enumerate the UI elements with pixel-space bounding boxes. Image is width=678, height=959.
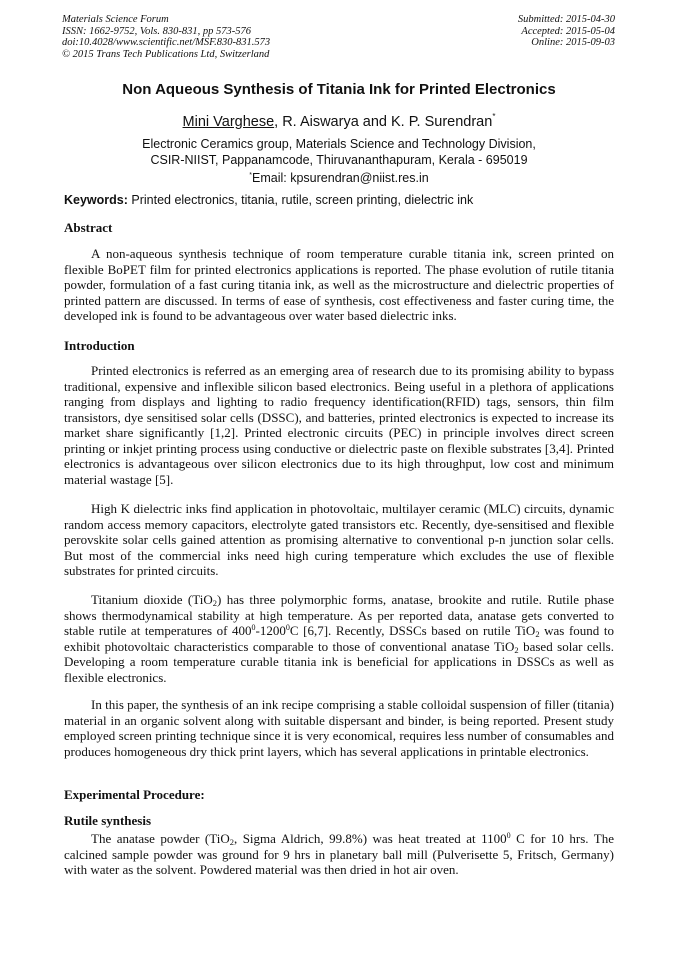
rutile-subscript: 2 (229, 837, 234, 847)
first-author: Mini Varghese (182, 114, 275, 130)
rutile-text-a: The anatase powder (TiO (91, 831, 230, 846)
accepted-date: Accepted: 2015-05-04 (521, 25, 615, 37)
intro-paragraph-3 (64, 592, 614, 685)
rutile-paragraph (64, 831, 614, 878)
p3-subscript: 2 (212, 598, 217, 608)
affiliation-line-2: CSIR-NIIST, Pappanamcode, Thiruvananthapuram, Kerala - 695019 (150, 152, 528, 167)
keywords-text: Printed electronics, titania, rutile, screen printing, dielectric ink (127, 193, 474, 207)
introduction-heading: Introduction (64, 338, 135, 353)
journal-issn: ISSN: 1662-9752, Vols. 830-831, pp 573-576 (62, 25, 251, 37)
journal-info (62, 14, 270, 60)
p3-text-a: Titanium dioxide (TiO (91, 592, 213, 607)
intro-paragraph-4: In this paper, the synthesis of an ink recipe comprising a stable colloidal suspension of filler (titania) material in an organic solvent along with suitable dispersant and binder, is being reported. Present study employed screen printing technique since it is very economical, requires less number of consumables and produces homogeneous dry thick print layers, which has several applications in printable electronics. (64, 697, 614, 759)
p3-text-b: ) has three polymorphic forms, anatase, brookite and rutile. Rutile phase shows thermodynamical stability at high temperature. As per reported data, anatase gets converted to stable rutile at temperatures of 400 (64, 592, 614, 638)
rutile-synthesis-heading: Rutile synthesis (64, 813, 152, 828)
p3-superscript: 0 (285, 623, 290, 632)
p3-text-d: C [6,7]. Recently, DSSCs based on rutile TiO (289, 623, 536, 638)
submitted-date: Submitted: 2015-04-30 (517, 14, 615, 25)
other-authors: , R. Aiswarya and K. P. Surendran (274, 114, 493, 130)
corresponding-mark: * (492, 112, 496, 121)
p3-text-e: was found to exhibit photovoltaic characteristics comparable to those of conventional anatase TiO (64, 623, 614, 654)
email-text: Email: kpsurendran@niist.res.in (252, 171, 429, 185)
paper-title: Non Aqueous Synthesis of Titania Ink for Printed Electronics (122, 81, 556, 98)
p3-text-c: -1200 (255, 623, 286, 638)
online-date: Online: 2015-09-03 (531, 37, 615, 48)
keywords (64, 193, 614, 207)
rutile-superscript: 0 (506, 831, 511, 840)
experimental-heading: Experimental Procedure: (64, 787, 205, 802)
p3-subscript: 2 (535, 629, 540, 639)
rutile-text-c: C for 10 hrs. The calcined sample powder was ground for 9 hrs in planetary ball mill (Pulverisette 5, Fritsch, Germany) with water as the solvent. Powdered material was then dried in hot air oven. (64, 831, 614, 877)
email-line (0, 168, 678, 187)
abstract-text: A non-aqueous synthesis technique of room temperature curable titania ink, screen printed on flexible BoPET film for printed electronics applications is reported. The phase evolution of rutile titania powder, formulation of a fast curing titania ink, as well as the microstructure and dielectric properties of printed pattern are discussed. In terms of ease of synthesis, cost effectiveness and faster curing time, the developed ink is found to be advantageous over water based dielectric inks. (64, 246, 614, 323)
p3-superscript: 0 (251, 623, 256, 632)
journal-name: Materials Science Forum (62, 14, 169, 25)
affiliation-line-1: Electronic Ceramics group, Materials Science and Technology Division, (142, 137, 536, 151)
rutile-text-b: , Sigma Aldrich, 99.8%) was heat treated at 1100 (233, 831, 507, 846)
intro-paragraph-2: High K dielectric inks find application in photovoltaic, multilayer ceramic (MLC) circuits, dynamic random access memory capacitors, electrolyte gated transistors etc. Recently, dye-sensitised and flexible perovskite solar cells gained attention as promising alternative to conventional p-n junction solar cells. But most of the commercial inks need high curing temperature which excludes the use of flexible substrates for printed circuits. (64, 501, 614, 578)
author-line (0, 112, 678, 130)
p3-subscript: 2 (514, 644, 519, 655)
p3-text-f: based solar cells. Developing a room temperature curable titania ink is beneficial for applications in DSSCs as well as flexible electronics. (64, 638, 614, 685)
affiliation (0, 137, 678, 187)
abstract-heading: Abstract (64, 220, 113, 235)
journal-doi: doi:10.4028/www.scientific.net/MSF.830-831.573 (62, 37, 271, 48)
submission-dates (518, 14, 615, 49)
journal-copyright: © 2015 Trans Tech Publications Ltd, Switzerland (62, 48, 270, 60)
intro-paragraph-1: Printed electronics is referred as an emerging area of research due to its promising ability to bypass traditional, expensive and inflexible silicon based electronics. Being useful in a plethora of applications ranging from displays and lighting to radio frequency identification(RFID) tags, sensors, thin film transistors, dye sensitised solar cells (DSSC), and batteries, printed electronics is expected to increase its market share significantly [1,2]. Printed electronic circuits (PEC) in principle involves direct screen printing or inkjet printing process using conductive or dielectric paste on flexible substrates [3,4]. Printed electronics is advantageous over silicon electronics due to its high throughput, low cost and minimum material wastage [5]. (64, 363, 614, 487)
keywords-label: Keywords: (64, 193, 128, 207)
email-mark: * (249, 172, 253, 179)
